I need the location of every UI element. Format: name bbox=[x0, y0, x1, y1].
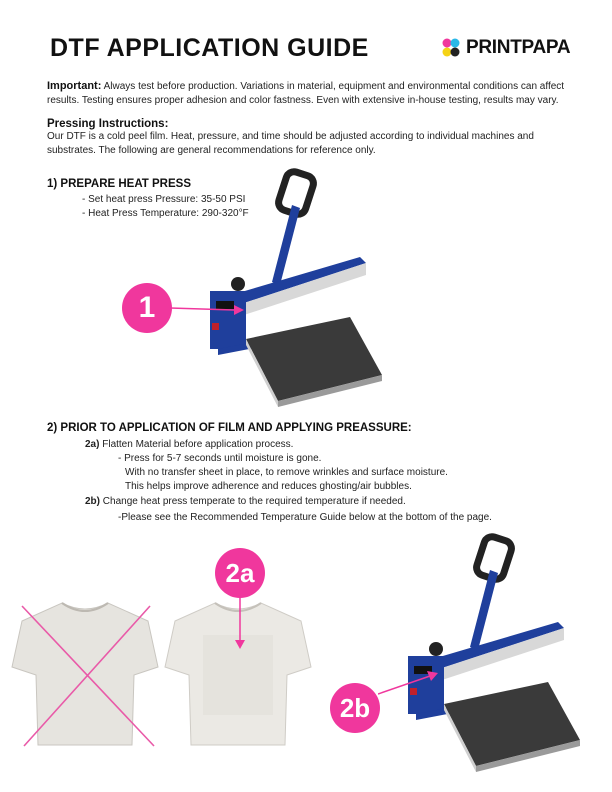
arrow-down-icon bbox=[232, 598, 248, 650]
pressing-line-2: substrates. The following are general recommendations for reference only. bbox=[47, 145, 376, 156]
step2a-line bbox=[85, 438, 293, 451]
step2a-label: 2a) bbox=[85, 439, 100, 450]
pressing-line-1: Our DTF is a cold peel film. Heat, pressure, and time should be adjusted according to individual machines and bbox=[47, 131, 534, 142]
pressing-instructions bbox=[47, 118, 587, 158]
arrow-2b-icon bbox=[378, 668, 440, 698]
important-text-2: results. Testing ensures proper adhesion and color fastness. Even with extensive in-house testing, results may vary. bbox=[47, 95, 559, 106]
heat-press-icon-2b bbox=[398, 530, 588, 775]
pressing-heading: Pressing Instructions: bbox=[47, 118, 169, 130]
heat-press-icon bbox=[200, 165, 390, 410]
step1-item-pressure: - Set heat press Pressure: 35-50 PSI bbox=[82, 194, 246, 205]
important-text-1: Always test before production. Variations in material, equipment and environmental conditions can affect bbox=[103, 81, 565, 92]
page-title: DTF APPLICATION GUIDE bbox=[50, 34, 369, 62]
step2a-sub-3: This helps improve adherence and reduces ghosting/air bubbles. bbox=[125, 481, 412, 492]
brand-name: PRINTPAPA bbox=[466, 37, 571, 58]
step2b-line bbox=[85, 495, 406, 508]
step2b-badge: 2b bbox=[330, 683, 380, 733]
step2b-sub-1: -Please see the Recommended Temperature Guide below at the bottom of the page. bbox=[118, 512, 492, 523]
step2b-label: 2b) bbox=[85, 496, 100, 507]
step2b-text: Change heat press temperate to the required temperature if needed. bbox=[102, 496, 406, 507]
step1-badge: 1 bbox=[122, 283, 172, 333]
printpapa-logo-icon bbox=[440, 37, 462, 59]
step2a-sub-2: With no transfer sheet in place, to remove wrinkles and surface moisture. bbox=[125, 467, 448, 478]
step2a-sub-1: - Press for 5-7 seconds until moisture is gone. bbox=[118, 453, 322, 464]
step2a-text: Flatten Material before application process. bbox=[102, 439, 294, 450]
cross-out-icon bbox=[18, 600, 158, 750]
step1-item-temperature: - Heat Press Temperature: 290-320°F bbox=[82, 208, 249, 219]
important-note bbox=[47, 79, 587, 108]
step2a-badge: 2a bbox=[215, 548, 265, 598]
arrow-icon bbox=[170, 300, 245, 320]
important-label: Important: bbox=[47, 80, 102, 92]
step1-heading: 1) PREPARE HEAT PRESS bbox=[47, 178, 191, 190]
step2-heading: 2) PRIOR TO APPLICATION OF FILM AND APPLYING PREASSURE: bbox=[47, 422, 412, 434]
brand-logo bbox=[440, 36, 570, 60]
